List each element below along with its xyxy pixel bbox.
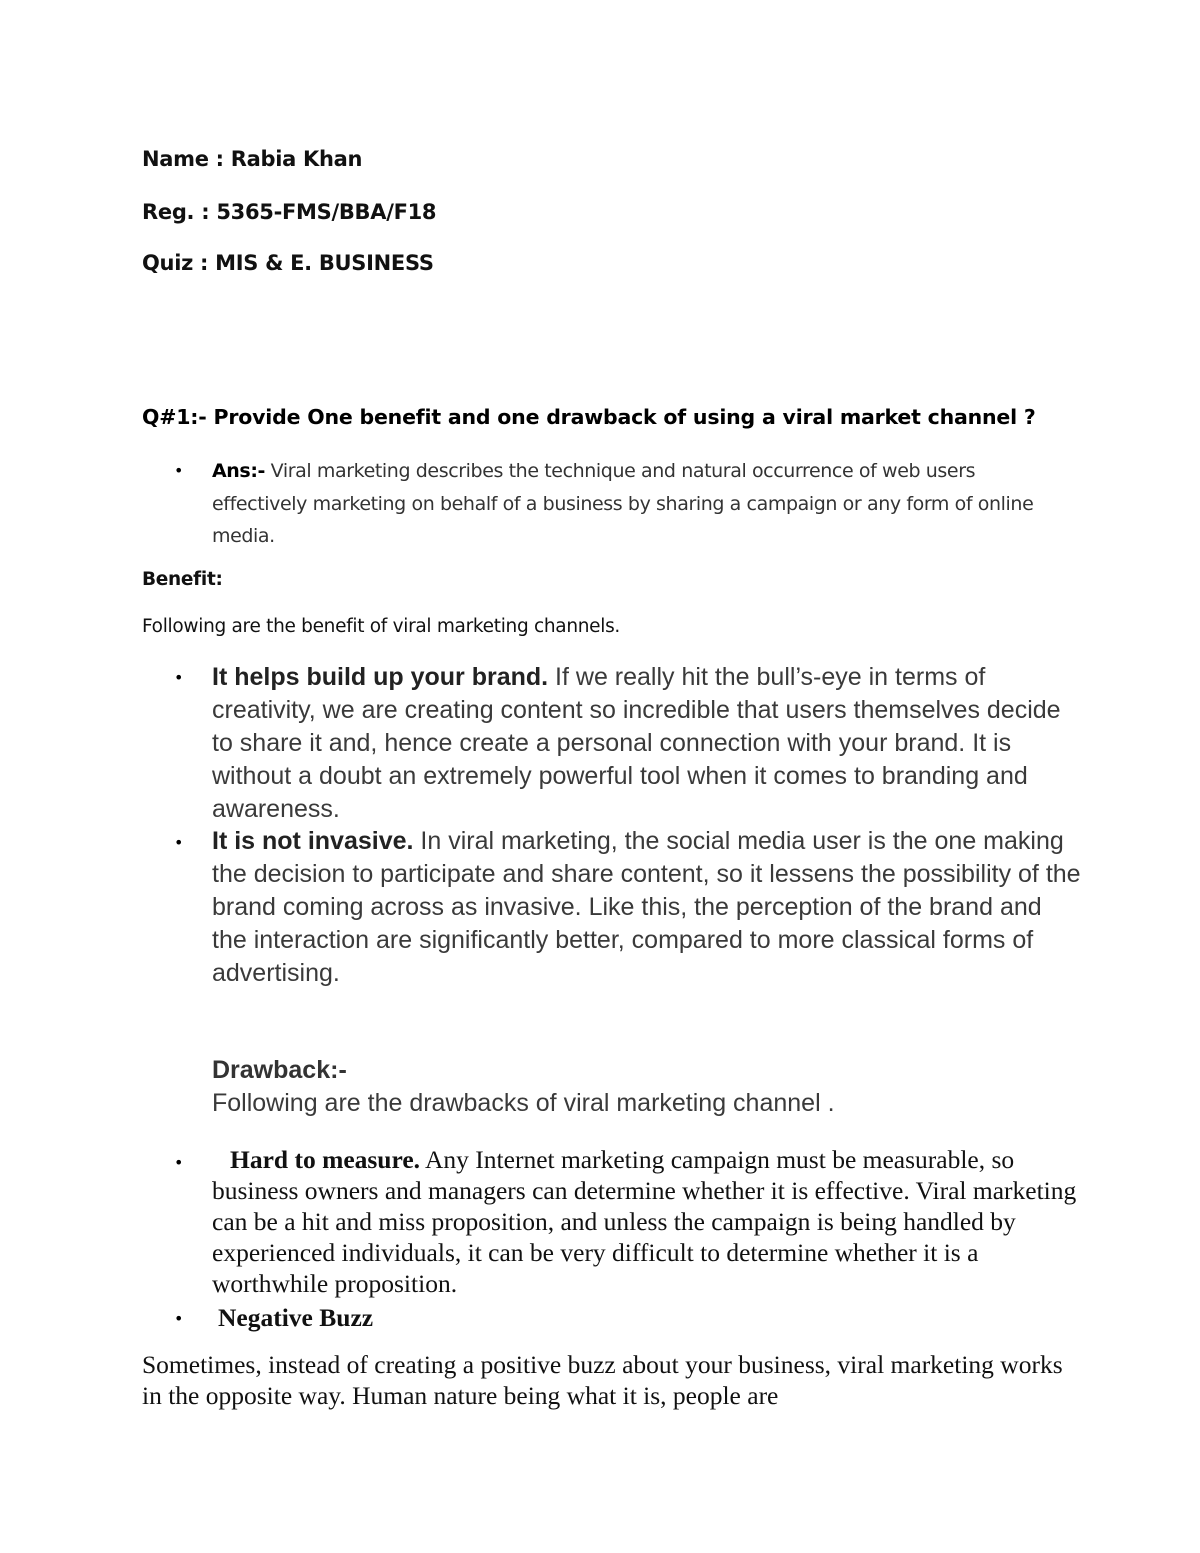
- drawback-item: [212, 1302, 1082, 1333]
- drawback-item-title: Negative Buzz: [218, 1303, 374, 1332]
- benefit-item: [212, 825, 1082, 990]
- drawback-intro: Following are the drawbacks of viral marketing channel .: [212, 1089, 835, 1117]
- drawback-item: [212, 1144, 1082, 1299]
- benefit-item-text: In viral marketing, the social media user is the one making the decision to participate and share content, so it lessens the possibility of the brand coming across as invasive. Like this, the perception of the brand and the interaction are significantly better, compared to more classical forms of advertising.: [212, 827, 1081, 987]
- drawback-heading: Drawback:-: [212, 1056, 347, 1084]
- bullet-icon: •: [174, 833, 184, 852]
- bullet-icon: •: [174, 1153, 184, 1172]
- benefit-item-title: It is not invasive.: [212, 827, 414, 855]
- quiz-title: Quiz : MIS & E. BUSINESS: [142, 251, 434, 275]
- closing-paragraph: Sometimes, instead of creating a positive buzz about your business, viral marketing works in the opposite way. Human nature being what it is, people are: [142, 1350, 1063, 1410]
- bullet-icon: •: [174, 461, 184, 480]
- bullet-icon: •: [174, 1309, 184, 1328]
- benefit-item-title: It helps build up your brand.: [212, 663, 549, 691]
- benefit-intro: Following are the benefit of viral marketing channels.: [142, 616, 621, 637]
- benefit-item-text: If we really hit the bull’s-eye in terms of creativity, we are creating content so incredible that users themselves decide to share it and, hence create a personal connection with your brand. It is without a doubt an extremely powerful tool when it comes to branding and awareness.: [212, 663, 1061, 823]
- drawback-item-text: Any Internet marketing campaign must be measurable, so business owners and managers can determine whether it is effective. Viral marketing can be a hit and miss proposition, and unless the campaign is being handled by experienced individuals, it can be very difficult to determine whether it is a worthwhile proposition.: [212, 1145, 1077, 1298]
- benefit-heading: Benefit:: [142, 569, 223, 590]
- registration-number: Reg. : 5365-FMS/BBA/F18: [142, 200, 437, 224]
- answer-text: Viral marketing describes the technique and natural occurrence of web users effectively marketing on behalf of a business by sharing a campaign or any form of online media.: [212, 460, 1034, 547]
- bullet-icon: •: [174, 668, 184, 687]
- answer-label: Ans:-: [212, 460, 266, 482]
- student-name: Name : Rabia Khan: [142, 147, 363, 171]
- drawback-item-title: Hard to measure.: [230, 1145, 421, 1174]
- benefit-item: [212, 661, 1082, 826]
- question-1: Q#1:- Provide One benefit and one drawback of using a viral market channel ?: [142, 405, 1036, 429]
- answer-paragraph: [212, 455, 1072, 553]
